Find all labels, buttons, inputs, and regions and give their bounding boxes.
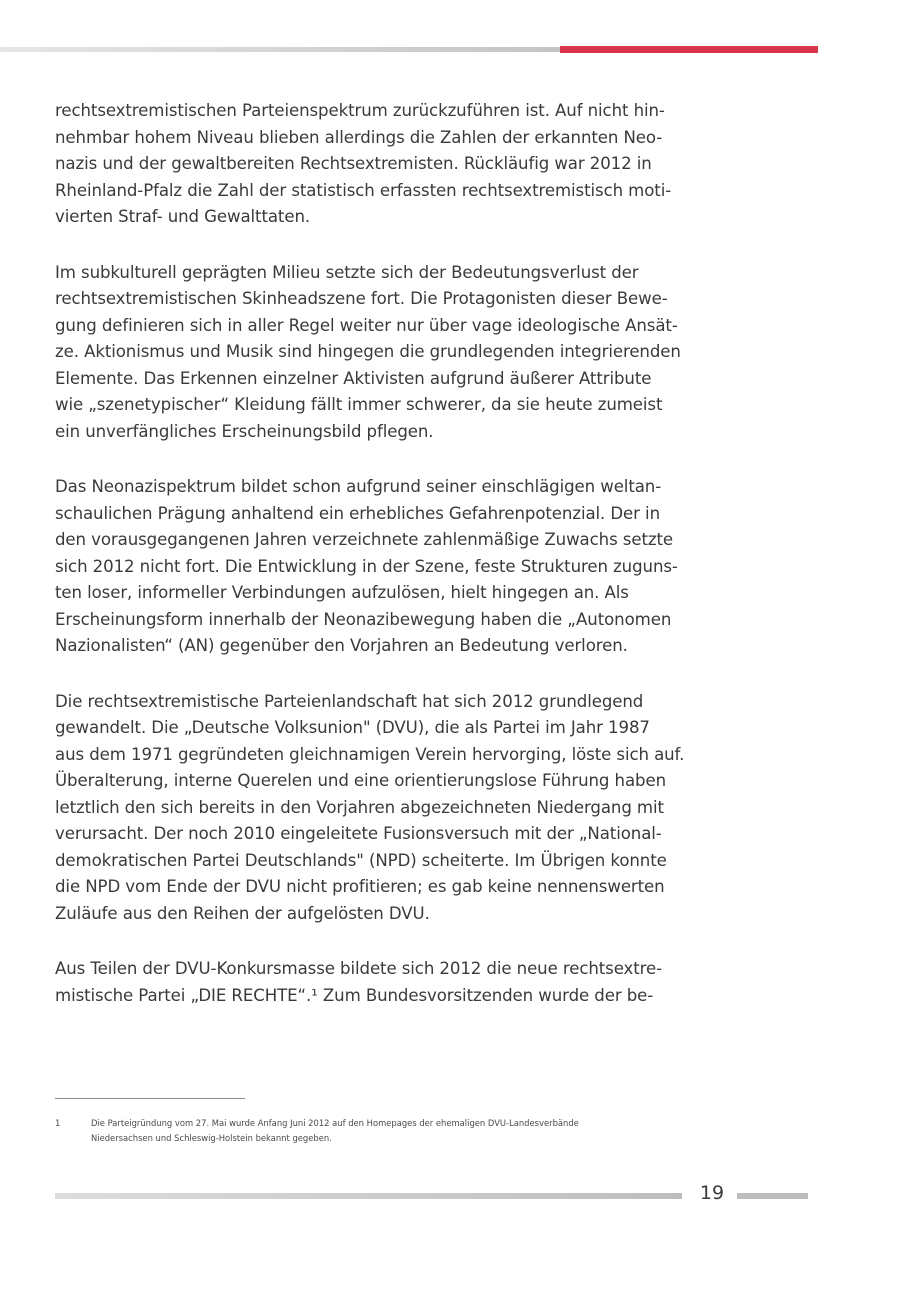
paragraph-line: demokratischen Partei Deutschlands" (NPD) scheiterte. Im Übrigen konnte: [55, 850, 667, 870]
paragraph-line: ze. Aktionismus und Musik sind hingegen die grundlegenden integrierenden: [55, 342, 681, 361]
paragraph-line: aus dem 1971 gegründeten gleichnamigen Verein hervorging, löste sich auf.: [55, 744, 685, 764]
paragraph-line: rechtsextremistischen Skinheadszene fort. Die Protagonisten dieser Bewe-: [55, 289, 668, 308]
body-text: [55, 98, 815, 1038]
paragraph-line: nehmbar hohem Niveau blieben allerdings die Zahlen der erkannten Neo-: [55, 127, 663, 147]
paragraph-1: [55, 98, 815, 231]
paragraph-line: Aus Teilen der DVU-Konkursmasse bildete sich 2012 die neue rechtsextre-: [55, 959, 663, 978]
footer-rule: [55, 1193, 682, 1199]
footer-rule-right: [737, 1193, 808, 1199]
paragraph-line: Überalterung, interne Querelen und eine orientierungslose Führung haben: [55, 771, 666, 790]
paragraph-line: wie „szenetypischer“ Kleidung fällt immer schwerer, da sie heute zumeist: [55, 395, 663, 414]
paragraph-line: Im subkulturell geprägten Milieu setzte sich der Bedeutungsverlust der: [55, 262, 639, 282]
footnote-text: [91, 1116, 579, 1146]
footnote-number: 1: [55, 1118, 61, 1128]
paragraph-line: Zuläufe aus den Reihen der aufgelösten DVU.: [55, 903, 430, 923]
footnote-line: Niedersachsen und Schleswig-Holstein bekannt gegeben.: [91, 1133, 332, 1143]
paragraph-line: gung definieren sich in aller Regel weiter nur über vage ideologische Ansät-: [55, 315, 678, 335]
paragraph-3: [55, 474, 815, 660]
paragraph-line: die NPD vom Ende der DVU nicht profitieren; es gab keine nennenswerten: [55, 877, 665, 896]
paragraph-line: ein unverfängliches Erscheinungsbild pflegen.: [55, 421, 434, 441]
paragraph-line: Erscheinungsform innerhalb der Neonazibewegung haben die „Autonomen: [55, 609, 672, 629]
paragraph-line: den vorausgegangenen Jahren verzeichnete zahlenmäßige Zuwachs setzte: [55, 530, 673, 549]
paragraph-line: rechtsextremistischen Parteienspektrum zurückzuführen ist. Auf nicht hin-: [55, 101, 665, 120]
paragraph-line: sich 2012 nicht fort. Die Entwicklung in der Szene, feste Strukturen zuguns-: [55, 556, 678, 576]
paragraph-line: Rheinland-Pfalz die Zahl der statistisch erfassten rechtsextremistisch moti-: [55, 180, 672, 200]
paragraph-4: [55, 689, 815, 928]
paragraph-line: Die rechtsextremistische Parteienlandschaft hat sich 2012 grundlegend: [55, 691, 644, 711]
paragraph-line: mistische Partei „DIE RECHTE“.¹ Zum Bundesvorsitzenden wurde der be-: [55, 985, 654, 1005]
paragraph-line: Nazionalisten“ (AN) gegenüber den Vorjahren an Bedeutung verloren.: [55, 636, 628, 655]
paragraph-line: vierten Straf- und Gewalttaten.: [55, 207, 311, 226]
paragraph-line: ten loser, informeller Verbindungen aufzulösen, hielt hingegen an. Als: [55, 583, 629, 602]
paragraph-line: gewandelt. Die „Deutsche Volksunion" (DVU), die als Partei im Jahr 1987: [55, 718, 650, 737]
header-rule-red: [560, 46, 818, 53]
header-rule-grey: [0, 47, 560, 52]
paragraph-line: Das Neonazispektrum bildet schon aufgrund seiner einschlägigen weltan-: [55, 477, 662, 496]
page-number: 19: [699, 1182, 725, 1204]
paragraph-line: verursacht. Der noch 2010 eingeleitete Fusionsversuch mit der „National-: [55, 824, 662, 843]
footnote-divider: [55, 1098, 245, 1099]
paragraph-line: Elemente. Das Erkennen einzelner Aktivisten aufgrund äußerer Attribute: [55, 368, 652, 388]
paragraph-5: [55, 956, 815, 1009]
footnote-line: Die Parteigründung vom 27. Mai wurde Anfang Juni 2012 auf den Homepages der ehemaligen DVU-Landesverbände: [91, 1118, 579, 1128]
paragraph-2: [55, 260, 815, 446]
paragraph-line: letztlich den sich bereits in den Vorjahren abgezeichneten Niedergang mit: [55, 797, 664, 817]
paragraph-line: schaulichen Prägung anhaltend ein erhebliches Gefahrenpotenzial. Der in: [55, 503, 660, 523]
paragraph-line: nazis und der gewaltbereiten Rechtsextremisten. Rückläufig war 2012 in: [55, 154, 652, 173]
